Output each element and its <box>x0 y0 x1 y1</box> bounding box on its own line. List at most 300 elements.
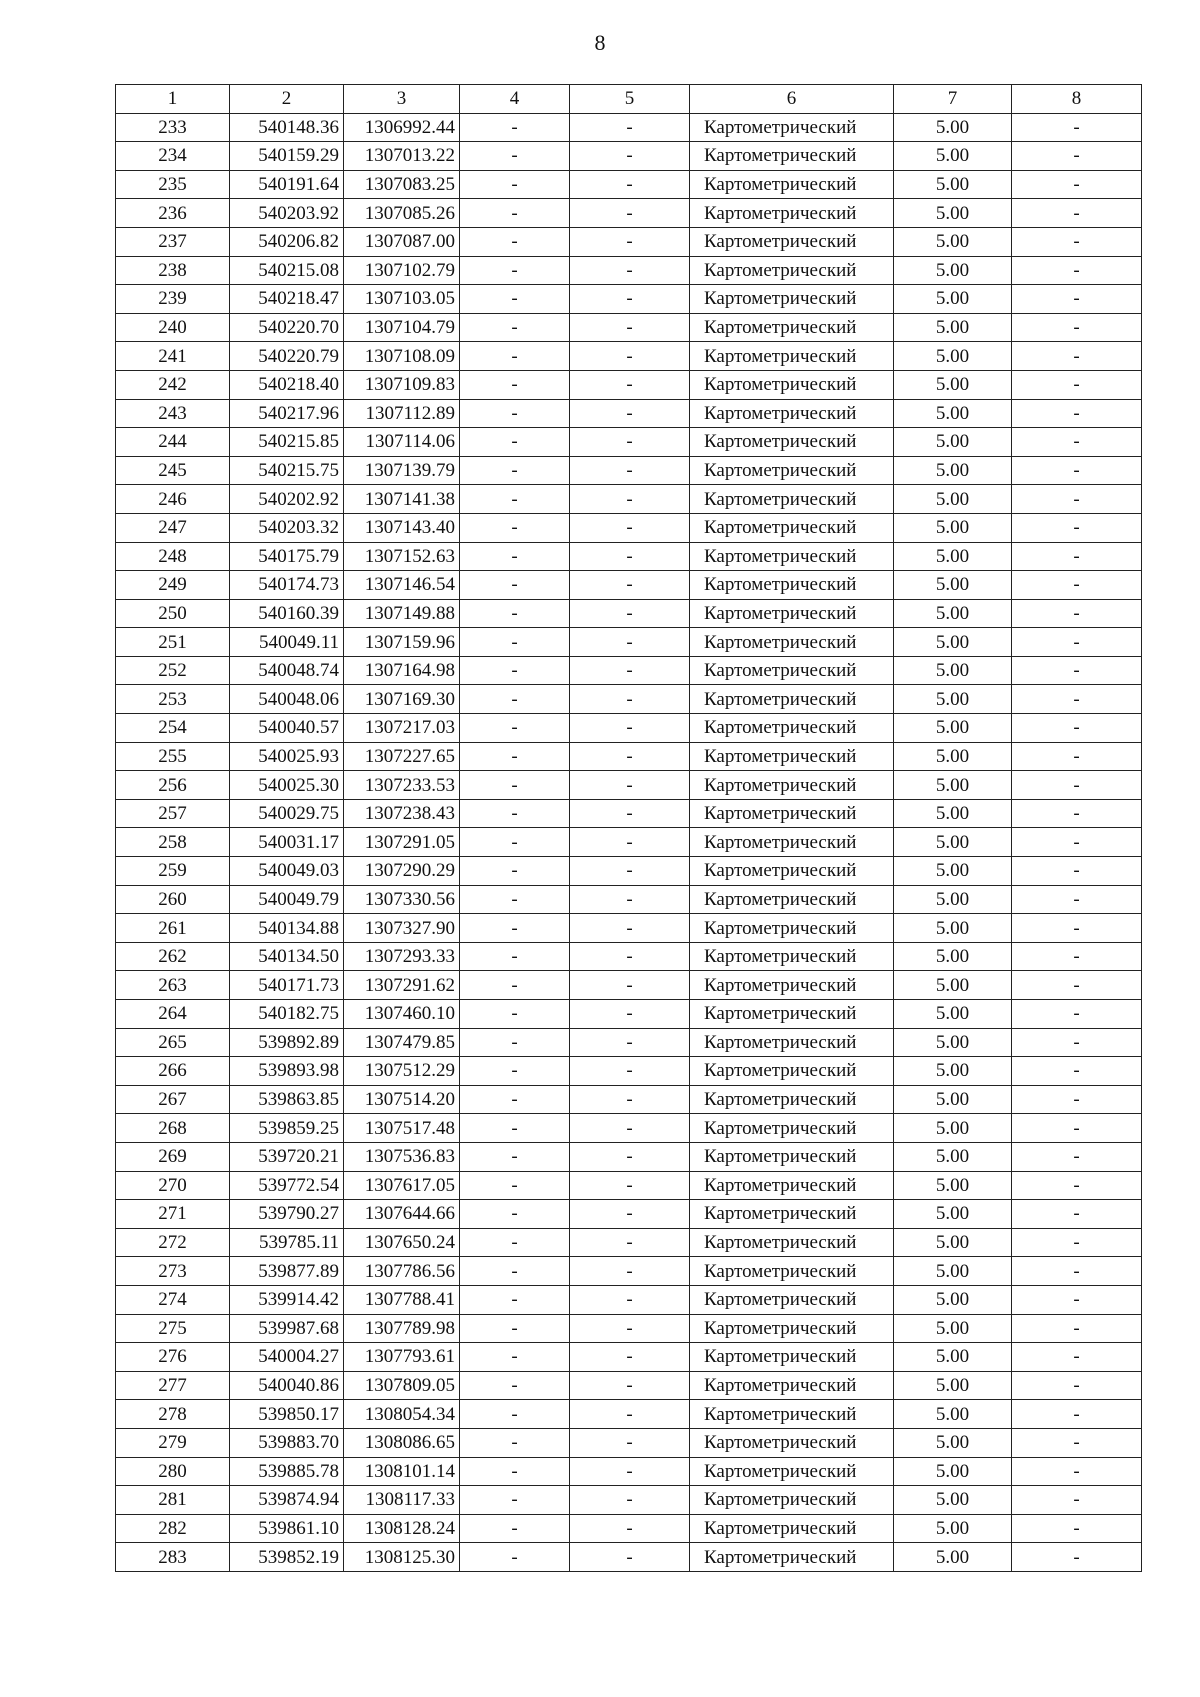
table-row <box>116 1371 1142 1400</box>
col8-cell: - <box>1012 1314 1142 1343</box>
col5-cell: - <box>570 428 690 457</box>
method-cell: Картометрический <box>690 857 894 886</box>
accuracy-cell: 5.00 <box>894 313 1012 342</box>
col4-cell: - <box>460 1457 570 1486</box>
column-header: 2 <box>230 85 344 114</box>
point-number-cell: 256 <box>116 771 230 800</box>
col8-cell: - <box>1012 656 1142 685</box>
accuracy-cell: 5.00 <box>894 1343 1012 1372</box>
column-header: 4 <box>460 85 570 114</box>
accuracy-cell: 5.00 <box>894 971 1012 1000</box>
col4-cell: - <box>460 599 570 628</box>
col8-cell: - <box>1012 628 1142 657</box>
col4-cell: - <box>460 113 570 142</box>
method-cell: Картометрический <box>690 1257 894 1286</box>
x-coordinate-cell: 540004.27 <box>230 1343 344 1372</box>
method-cell: Картометрический <box>690 1428 894 1457</box>
method-cell: Картометрический <box>690 771 894 800</box>
col4-cell: - <box>460 285 570 314</box>
x-coordinate-cell: 540048.74 <box>230 656 344 685</box>
col5-cell: - <box>570 1200 690 1229</box>
x-coordinate-cell: 540159.29 <box>230 142 344 171</box>
col5-cell: - <box>570 914 690 943</box>
method-cell: Картометрический <box>690 656 894 685</box>
col5-cell: - <box>570 1514 690 1543</box>
col5-cell: - <box>570 799 690 828</box>
point-number-cell: 243 <box>116 399 230 428</box>
table-row <box>116 1457 1142 1486</box>
table-row <box>116 1200 1142 1229</box>
accuracy-cell: 5.00 <box>894 1114 1012 1143</box>
point-number-cell: 276 <box>116 1343 230 1372</box>
y-coordinate-cell: 1307227.65 <box>344 742 460 771</box>
x-coordinate-cell: 540203.92 <box>230 199 344 228</box>
col5-cell: - <box>570 199 690 228</box>
col5-cell: - <box>570 1285 690 1314</box>
col4-cell: - <box>460 1371 570 1400</box>
method-cell: Картометрический <box>690 628 894 657</box>
y-coordinate-cell: 1307238.43 <box>344 799 460 828</box>
y-coordinate-cell: 1307290.29 <box>344 857 460 886</box>
x-coordinate-cell: 540215.75 <box>230 456 344 485</box>
accuracy-cell: 5.00 <box>894 113 1012 142</box>
point-number-cell: 258 <box>116 828 230 857</box>
table-row <box>116 227 1142 256</box>
y-coordinate-cell: 1308054.34 <box>344 1400 460 1429</box>
table-row <box>116 1142 1142 1171</box>
y-coordinate-cell: 1307291.05 <box>344 828 460 857</box>
col8-cell: - <box>1012 428 1142 457</box>
col4-cell: - <box>460 828 570 857</box>
col4-cell: - <box>460 656 570 685</box>
col5-cell: - <box>570 771 690 800</box>
y-coordinate-cell: 1307109.83 <box>344 370 460 399</box>
method-cell: Картометрический <box>690 142 894 171</box>
accuracy-cell: 5.00 <box>894 1543 1012 1572</box>
table-row <box>116 513 1142 542</box>
table-row <box>116 914 1142 943</box>
col5-cell: - <box>570 742 690 771</box>
col4-cell: - <box>460 1428 570 1457</box>
col8-cell: - <box>1012 1028 1142 1057</box>
accuracy-cell: 5.00 <box>894 1400 1012 1429</box>
col4-cell: - <box>460 142 570 171</box>
method-cell: Картометрический <box>690 542 894 571</box>
accuracy-cell: 5.00 <box>894 1228 1012 1257</box>
col4-cell: - <box>460 628 570 657</box>
y-coordinate-cell: 1307085.26 <box>344 199 460 228</box>
col8-cell: - <box>1012 1428 1142 1457</box>
table-row <box>116 885 1142 914</box>
accuracy-cell: 5.00 <box>894 1371 1012 1400</box>
y-coordinate-cell: 1307293.33 <box>344 942 460 971</box>
col4-cell: - <box>460 542 570 571</box>
method-cell: Картометрический <box>690 456 894 485</box>
accuracy-cell: 5.00 <box>894 714 1012 743</box>
y-coordinate-cell: 1307169.30 <box>344 685 460 714</box>
col4-cell: - <box>460 1285 570 1314</box>
point-number-cell: 279 <box>116 1428 230 1457</box>
method-cell: Картометрический <box>690 971 894 1000</box>
col8-cell: - <box>1012 1171 1142 1200</box>
table-row <box>116 370 1142 399</box>
table-body <box>116 113 1142 1571</box>
col4-cell: - <box>460 1200 570 1229</box>
col4-cell: - <box>460 799 570 828</box>
point-number-cell: 238 <box>116 256 230 285</box>
method-cell: Картометрический <box>690 256 894 285</box>
col8-cell: - <box>1012 571 1142 600</box>
y-coordinate-cell: 1307789.98 <box>344 1314 460 1343</box>
col8-cell: - <box>1012 1114 1142 1143</box>
col8-cell: - <box>1012 1371 1142 1400</box>
method-cell: Картометрический <box>690 227 894 256</box>
point-number-cell: 261 <box>116 914 230 943</box>
col4-cell: - <box>460 1400 570 1429</box>
col5-cell: - <box>570 828 690 857</box>
point-number-cell: 275 <box>116 1314 230 1343</box>
col5-cell: - <box>570 1228 690 1257</box>
accuracy-cell: 5.00 <box>894 571 1012 600</box>
y-coordinate-cell: 1307330.56 <box>344 885 460 914</box>
table-row <box>116 628 1142 657</box>
col8-cell: - <box>1012 771 1142 800</box>
point-number-cell: 246 <box>116 485 230 514</box>
table-row <box>116 1285 1142 1314</box>
table-row <box>116 1000 1142 1029</box>
col8-cell: - <box>1012 685 1142 714</box>
col4-cell: - <box>460 370 570 399</box>
y-coordinate-cell: 1307514.20 <box>344 1085 460 1114</box>
column-header: 1 <box>116 85 230 114</box>
col8-cell: - <box>1012 714 1142 743</box>
x-coordinate-cell: 539877.89 <box>230 1257 344 1286</box>
col8-cell: - <box>1012 885 1142 914</box>
col5-cell: - <box>570 885 690 914</box>
col5-cell: - <box>570 170 690 199</box>
y-coordinate-cell: 1307617.05 <box>344 1171 460 1200</box>
x-coordinate-cell: 540203.32 <box>230 513 344 542</box>
x-coordinate-cell: 539914.42 <box>230 1285 344 1314</box>
accuracy-cell: 5.00 <box>894 1000 1012 1029</box>
method-cell: Картометрический <box>690 399 894 428</box>
accuracy-cell: 5.00 <box>894 1314 1012 1343</box>
table-row <box>116 742 1142 771</box>
method-cell: Картометрический <box>690 1085 894 1114</box>
accuracy-cell: 5.00 <box>894 914 1012 943</box>
method-cell: Картометрический <box>690 370 894 399</box>
accuracy-cell: 5.00 <box>894 628 1012 657</box>
accuracy-cell: 5.00 <box>894 370 1012 399</box>
table-row <box>116 542 1142 571</box>
y-coordinate-cell: 1307233.53 <box>344 771 460 800</box>
y-coordinate-cell: 1307104.79 <box>344 313 460 342</box>
point-number-cell: 272 <box>116 1228 230 1257</box>
table-header <box>116 85 1142 114</box>
col4-cell: - <box>460 1085 570 1114</box>
table-row <box>116 571 1142 600</box>
accuracy-cell: 5.00 <box>894 1142 1012 1171</box>
col5-cell: - <box>570 542 690 571</box>
accuracy-cell: 5.00 <box>894 199 1012 228</box>
table-row <box>116 1114 1142 1143</box>
col4-cell: - <box>460 456 570 485</box>
accuracy-cell: 5.00 <box>894 885 1012 914</box>
method-cell: Картометрический <box>690 1285 894 1314</box>
accuracy-cell: 5.00 <box>894 1514 1012 1543</box>
accuracy-cell: 5.00 <box>894 857 1012 886</box>
y-coordinate-cell: 1307793.61 <box>344 1343 460 1372</box>
method-cell: Картометрический <box>690 1343 894 1372</box>
method-cell: Картометрический <box>690 599 894 628</box>
point-number-cell: 251 <box>116 628 230 657</box>
x-coordinate-cell: 540148.36 <box>230 113 344 142</box>
x-coordinate-cell: 539863.85 <box>230 1085 344 1114</box>
col8-cell: - <box>1012 342 1142 371</box>
accuracy-cell: 5.00 <box>894 428 1012 457</box>
y-coordinate-cell: 1307512.29 <box>344 1057 460 1086</box>
col5-cell: - <box>570 399 690 428</box>
col8-cell: - <box>1012 1057 1142 1086</box>
col8-cell: - <box>1012 1000 1142 1029</box>
col5-cell: - <box>570 628 690 657</box>
table-row <box>116 1171 1142 1200</box>
col5-cell: - <box>570 1028 690 1057</box>
point-number-cell: 283 <box>116 1543 230 1572</box>
x-coordinate-cell: 540048.06 <box>230 685 344 714</box>
point-number-cell: 281 <box>116 1486 230 1515</box>
table-row <box>116 1514 1142 1543</box>
y-coordinate-cell: 1307327.90 <box>344 914 460 943</box>
col4-cell: - <box>460 1171 570 1200</box>
method-cell: Картометрический <box>690 1057 894 1086</box>
col8-cell: - <box>1012 599 1142 628</box>
method-cell: Картометрический <box>690 313 894 342</box>
method-cell: Картометрический <box>690 942 894 971</box>
point-number-cell: 271 <box>116 1200 230 1229</box>
col8-cell: - <box>1012 1142 1142 1171</box>
method-cell: Картометрический <box>690 1028 894 1057</box>
column-header: 5 <box>570 85 690 114</box>
col4-cell: - <box>460 1343 570 1372</box>
table-row <box>116 857 1142 886</box>
col5-cell: - <box>570 971 690 1000</box>
col5-cell: - <box>570 1057 690 1086</box>
x-coordinate-cell: 539885.78 <box>230 1457 344 1486</box>
point-number-cell: 242 <box>116 370 230 399</box>
x-coordinate-cell: 539861.10 <box>230 1514 344 1543</box>
x-coordinate-cell: 539859.25 <box>230 1114 344 1143</box>
accuracy-cell: 5.00 <box>894 1085 1012 1114</box>
y-coordinate-cell: 1308117.33 <box>344 1486 460 1515</box>
col8-cell: - <box>1012 113 1142 142</box>
col4-cell: - <box>460 971 570 1000</box>
x-coordinate-cell: 540025.30 <box>230 771 344 800</box>
method-cell: Картометрический <box>690 1142 894 1171</box>
method-cell: Картометрический <box>690 714 894 743</box>
method-cell: Картометрический <box>690 513 894 542</box>
x-coordinate-cell: 540182.75 <box>230 1000 344 1029</box>
table-row <box>116 1343 1142 1372</box>
point-number-cell: 241 <box>116 342 230 371</box>
point-number-cell: 274 <box>116 1285 230 1314</box>
header-row <box>116 85 1142 114</box>
accuracy-cell: 5.00 <box>894 685 1012 714</box>
point-number-cell: 280 <box>116 1457 230 1486</box>
table-row <box>116 113 1142 142</box>
col8-cell: - <box>1012 370 1142 399</box>
col8-cell: - <box>1012 1514 1142 1543</box>
accuracy-cell: 5.00 <box>894 256 1012 285</box>
x-coordinate-cell: 540049.79 <box>230 885 344 914</box>
col4-cell: - <box>460 313 570 342</box>
col5-cell: - <box>570 256 690 285</box>
point-number-cell: 236 <box>116 199 230 228</box>
y-coordinate-cell: 1307141.38 <box>344 485 460 514</box>
method-cell: Картометрический <box>690 1457 894 1486</box>
col8-cell: - <box>1012 1543 1142 1572</box>
col5-cell: - <box>570 1457 690 1486</box>
point-number-cell: 278 <box>116 1400 230 1429</box>
col8-cell: - <box>1012 256 1142 285</box>
point-number-cell: 245 <box>116 456 230 485</box>
col8-cell: - <box>1012 1343 1142 1372</box>
method-cell: Картометрический <box>690 1114 894 1143</box>
col4-cell: - <box>460 1314 570 1343</box>
method-cell: Картометрический <box>690 1314 894 1343</box>
col5-cell: - <box>570 227 690 256</box>
point-number-cell: 244 <box>116 428 230 457</box>
accuracy-cell: 5.00 <box>894 1486 1012 1515</box>
y-coordinate-cell: 1307108.09 <box>344 342 460 371</box>
point-number-cell: 252 <box>116 656 230 685</box>
accuracy-cell: 5.00 <box>894 485 1012 514</box>
accuracy-cell: 5.00 <box>894 1285 1012 1314</box>
table-row <box>116 685 1142 714</box>
y-coordinate-cell: 1307460.10 <box>344 1000 460 1029</box>
point-number-cell: 248 <box>116 542 230 571</box>
point-number-cell: 240 <box>116 313 230 342</box>
col5-cell: - <box>570 942 690 971</box>
table-row <box>116 1486 1142 1515</box>
col4-cell: - <box>460 685 570 714</box>
table-row <box>116 1400 1142 1429</box>
point-number-cell: 267 <box>116 1085 230 1114</box>
y-coordinate-cell: 1307217.03 <box>344 714 460 743</box>
point-number-cell: 263 <box>116 971 230 1000</box>
table-row <box>116 456 1142 485</box>
method-cell: Картометрический <box>690 1371 894 1400</box>
method-cell: Картометрический <box>690 1543 894 1572</box>
x-coordinate-cell: 539772.54 <box>230 1171 344 1200</box>
y-coordinate-cell: 1307786.56 <box>344 1257 460 1286</box>
col8-cell: - <box>1012 1228 1142 1257</box>
col4-cell: - <box>460 1257 570 1286</box>
y-coordinate-cell: 1307164.98 <box>344 656 460 685</box>
col4-cell: - <box>460 571 570 600</box>
col4-cell: - <box>460 714 570 743</box>
y-coordinate-cell: 1307139.79 <box>344 456 460 485</box>
col8-cell: - <box>1012 1400 1142 1429</box>
col4-cell: - <box>460 485 570 514</box>
method-cell: Картометрический <box>690 799 894 828</box>
col8-cell: - <box>1012 1285 1142 1314</box>
point-number-cell: 257 <box>116 799 230 828</box>
y-coordinate-cell: 1307087.00 <box>344 227 460 256</box>
col4-cell: - <box>460 399 570 428</box>
col4-cell: - <box>460 342 570 371</box>
x-coordinate-cell: 540029.75 <box>230 799 344 828</box>
x-coordinate-cell: 540175.79 <box>230 542 344 571</box>
y-coordinate-cell: 1307103.05 <box>344 285 460 314</box>
point-number-cell: 268 <box>116 1114 230 1143</box>
x-coordinate-cell: 540040.57 <box>230 714 344 743</box>
col4-cell: - <box>460 428 570 457</box>
col4-cell: - <box>460 1114 570 1143</box>
table-row <box>116 1257 1142 1286</box>
table-row <box>116 256 1142 285</box>
col4-cell: - <box>460 1228 570 1257</box>
accuracy-cell: 5.00 <box>894 1200 1012 1229</box>
accuracy-cell: 5.00 <box>894 1257 1012 1286</box>
col5-cell: - <box>570 1428 690 1457</box>
x-coordinate-cell: 540049.11 <box>230 628 344 657</box>
point-number-cell: 253 <box>116 685 230 714</box>
point-number-cell: 277 <box>116 1371 230 1400</box>
method-cell: Картометрический <box>690 1000 894 1029</box>
x-coordinate-cell: 540171.73 <box>230 971 344 1000</box>
y-coordinate-cell: 1307809.05 <box>344 1371 460 1400</box>
x-coordinate-cell: 540217.96 <box>230 399 344 428</box>
x-coordinate-cell: 539893.98 <box>230 1057 344 1086</box>
x-coordinate-cell: 540220.79 <box>230 342 344 371</box>
accuracy-cell: 5.00 <box>894 342 1012 371</box>
column-header: 3 <box>344 85 460 114</box>
y-coordinate-cell: 1307083.25 <box>344 170 460 199</box>
col8-cell: - <box>1012 1200 1142 1229</box>
x-coordinate-cell: 540049.03 <box>230 857 344 886</box>
col5-cell: - <box>570 113 690 142</box>
col8-cell: - <box>1012 399 1142 428</box>
col5-cell: - <box>570 714 690 743</box>
y-coordinate-cell: 1307159.96 <box>344 628 460 657</box>
col8-cell: - <box>1012 742 1142 771</box>
accuracy-cell: 5.00 <box>894 285 1012 314</box>
point-number-cell: 264 <box>116 1000 230 1029</box>
col8-cell: - <box>1012 513 1142 542</box>
table-row <box>116 1057 1142 1086</box>
table-row <box>116 142 1142 171</box>
col8-cell: - <box>1012 313 1142 342</box>
col8-cell: - <box>1012 1257 1142 1286</box>
y-coordinate-cell: 1307291.62 <box>344 971 460 1000</box>
col8-cell: - <box>1012 857 1142 886</box>
col8-cell: - <box>1012 971 1142 1000</box>
x-coordinate-cell: 540220.70 <box>230 313 344 342</box>
x-coordinate-cell: 540040.86 <box>230 1371 344 1400</box>
col5-cell: - <box>570 142 690 171</box>
col4-cell: - <box>460 885 570 914</box>
method-cell: Картометрический <box>690 828 894 857</box>
col5-cell: - <box>570 599 690 628</box>
x-coordinate-cell: 540031.17 <box>230 828 344 857</box>
x-coordinate-cell: 539720.21 <box>230 1142 344 1171</box>
point-number-cell: 255 <box>116 742 230 771</box>
y-coordinate-cell: 1307013.22 <box>344 142 460 171</box>
col5-cell: - <box>570 313 690 342</box>
x-coordinate-cell: 539852.19 <box>230 1543 344 1572</box>
method-cell: Картометрический <box>690 1200 894 1229</box>
